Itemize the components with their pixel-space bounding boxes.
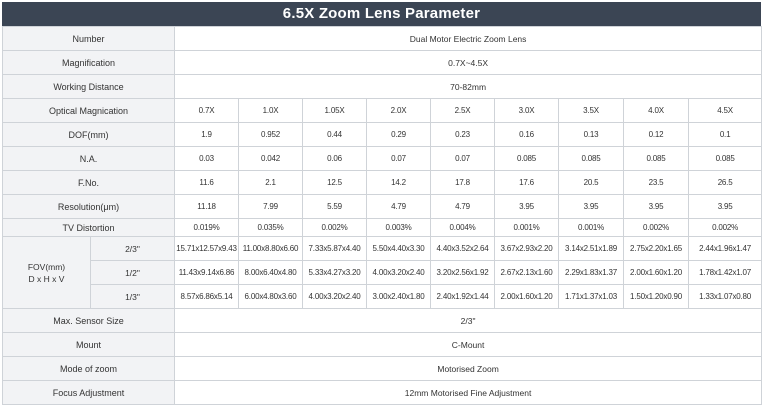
row-resolution: [3, 195, 762, 219]
label-dof: DOF(mm): [3, 123, 175, 147]
cell-resolution: 3.95: [689, 195, 762, 219]
cell-optical-mag: 3.0X: [495, 99, 559, 123]
cell-resolution: 7.99: [239, 195, 303, 219]
cell-fov: 6.00x4.80x3.60: [239, 285, 303, 309]
cell-fov: 2.75x2.20x1.65: [624, 237, 689, 261]
cell-optical-mag: 2.0X: [367, 99, 431, 123]
row-fno: [3, 171, 762, 195]
cell-tv-distortion: 0.001%: [495, 219, 559, 237]
cell-dof: 1.9: [175, 123, 239, 147]
cell-fov: 3.67x2.93x2.20: [495, 237, 559, 261]
cell-na: 0.085: [559, 147, 624, 171]
cell-fno: 23.5: [624, 171, 689, 195]
cell-fov: 5.33x4.27x3.20: [303, 261, 367, 285]
row-fov: [3, 237, 762, 261]
cell-dof: 0.29: [367, 123, 431, 147]
lens-parameter-sheet: [2, 2, 761, 409]
label-mode-of-zoom: Mode of zoom: [3, 357, 175, 381]
cell-tv-distortion: 0.001%: [559, 219, 624, 237]
row-max-sensor: [3, 309, 762, 333]
cell-resolution: 11.18: [175, 195, 239, 219]
row-fov: [3, 261, 762, 285]
cell-na: 0.06: [303, 147, 367, 171]
label-mount: Mount: [3, 333, 175, 357]
row-working-distance: [3, 75, 762, 99]
value-focus-adjustment: 12mm Motorised Fine Adjustment: [175, 381, 762, 405]
cell-resolution: 3.95: [624, 195, 689, 219]
cell-fov: 15.71x12.57x9.43: [175, 237, 239, 261]
fov-sensor-label: 1/2": [91, 261, 175, 285]
table-title: 6.5X Zoom Lens Parameter: [2, 2, 761, 26]
cell-resolution: 4.79: [431, 195, 495, 219]
cell-dof: 0.12: [624, 123, 689, 147]
cell-fov: 7.33x5.87x4.40: [303, 237, 367, 261]
cell-na: 0.07: [431, 147, 495, 171]
label-optical-mag: Optical Magnication: [3, 99, 175, 123]
label-focus-adjustment: Focus Adjustment: [3, 381, 175, 405]
cell-fov: 2.00x1.60x1.20: [495, 285, 559, 309]
cell-fov: 4.00x3.20x2.40: [367, 261, 431, 285]
cell-optical-mag: 3.5X: [559, 99, 624, 123]
cell-fno: 11.6: [175, 171, 239, 195]
cell-fov: 4.40x3.52x2.64: [431, 237, 495, 261]
row-number: [3, 27, 762, 51]
cell-fno: 26.5: [689, 171, 762, 195]
value-mode-of-zoom: Motorised Zoom: [175, 357, 762, 381]
cell-fno: 17.8: [431, 171, 495, 195]
cell-tv-distortion: 0.002%: [303, 219, 367, 237]
cell-na: 0.085: [689, 147, 762, 171]
cell-resolution: 4.79: [367, 195, 431, 219]
cell-na: 0.085: [624, 147, 689, 171]
fov-sensor-label: 1/3": [91, 285, 175, 309]
fov-sensor-label: 2/3": [91, 237, 175, 261]
row-na: [3, 147, 762, 171]
cell-dof: 0.23: [431, 123, 495, 147]
cell-fov: 1.71x1.37x1.03: [559, 285, 624, 309]
label-number: Number: [3, 27, 175, 51]
cell-fov: 8.57x6.86x5.14: [175, 285, 239, 309]
cell-fov: 2.44x1.96x1.47: [689, 237, 762, 261]
cell-na: 0.042: [239, 147, 303, 171]
cell-tv-distortion: 0.002%: [689, 219, 762, 237]
cell-fov: 4.00x3.20x2.40: [303, 285, 367, 309]
label-magnification: Magnification: [3, 51, 175, 75]
cell-fov: 5.50x4.40x3.30: [367, 237, 431, 261]
cell-dof: 0.952: [239, 123, 303, 147]
cell-resolution: 3.95: [559, 195, 624, 219]
row-mount: [3, 333, 762, 357]
cell-optical-mag: 4.0X: [624, 99, 689, 123]
cell-dof: 0.13: [559, 123, 624, 147]
value-mount: C-Mount: [175, 333, 762, 357]
fov-label-line2: D x H x V: [28, 273, 65, 284]
cell-dof: 0.1: [689, 123, 762, 147]
cell-fno: 2.1: [239, 171, 303, 195]
cell-dof: 0.16: [495, 123, 559, 147]
cell-optical-mag: 1.05X: [303, 99, 367, 123]
cell-optical-mag: 4.5X: [689, 99, 762, 123]
cell-fno: 12.5: [303, 171, 367, 195]
row-focus-adjustment: [3, 381, 762, 405]
cell-na: 0.03: [175, 147, 239, 171]
value-working-distance: 70-82mm: [175, 75, 762, 99]
cell-fov: 1.50x1.20x0.90: [624, 285, 689, 309]
cell-optical-mag: 1.0X: [239, 99, 303, 123]
parameter-table: [2, 26, 762, 405]
value-magnification: 0.7X~4.5X: [175, 51, 762, 75]
row-fov: [3, 285, 762, 309]
cell-tv-distortion: 0.004%: [431, 219, 495, 237]
label-na: N.A.: [3, 147, 175, 171]
cell-fov: 2.40x1.92x1.44: [431, 285, 495, 309]
cell-tv-distortion: 0.002%: [624, 219, 689, 237]
cell-tv-distortion: 0.019%: [175, 219, 239, 237]
row-optical-mag: [3, 99, 762, 123]
cell-fov: 8.00x6.40x4.80: [239, 261, 303, 285]
cell-optical-mag: 0.7X: [175, 99, 239, 123]
label-working-distance: Working Distance: [3, 75, 175, 99]
row-tv-distortion: [3, 219, 762, 237]
fov-label-line1: FOV(mm): [27, 261, 66, 272]
cell-optical-mag: 2.5X: [431, 99, 495, 123]
label-fov: [3, 237, 91, 309]
cell-fov: 11.00x8.80x6.60: [239, 237, 303, 261]
table-body: [3, 27, 762, 405]
label-max-sensor: Max. Sensor Size: [3, 309, 175, 333]
cell-tv-distortion: 0.035%: [239, 219, 303, 237]
cell-tv-distortion: 0.003%: [367, 219, 431, 237]
row-magnification: [3, 51, 762, 75]
cell-fov: 2.00x1.60x1.20: [624, 261, 689, 285]
cell-fov: 2.67x2.13x1.60: [495, 261, 559, 285]
cell-na: 0.07: [367, 147, 431, 171]
cell-fov: 3.14x2.51x1.89: [559, 237, 624, 261]
cell-fno: 14.2: [367, 171, 431, 195]
cell-fno: 20.5: [559, 171, 624, 195]
label-resolution: Resolution(μm): [3, 195, 175, 219]
cell-na: 0.085: [495, 147, 559, 171]
row-dof: [3, 123, 762, 147]
label-fno: F.No.: [3, 171, 175, 195]
cell-fov: 2.29x1.83x1.37: [559, 261, 624, 285]
cell-resolution: 3.95: [495, 195, 559, 219]
cell-fov: 1.33x1.07x0.80: [689, 285, 762, 309]
cell-fov: 1.78x1.42x1.07: [689, 261, 762, 285]
cell-resolution: 5.59: [303, 195, 367, 219]
value-number: Dual Motor Electric Zoom Lens: [175, 27, 762, 51]
value-max-sensor: 2/3": [175, 309, 762, 333]
cell-fov: 11.43x9.14x6.86: [175, 261, 239, 285]
cell-fov: 3.00x2.40x1.80: [367, 285, 431, 309]
cell-dof: 0.44: [303, 123, 367, 147]
cell-fov: 3.20x2.56x1.92: [431, 261, 495, 285]
label-tv-distortion: TV Distortion: [3, 219, 175, 237]
row-mode-of-zoom: [3, 357, 762, 381]
cell-fno: 17.6: [495, 171, 559, 195]
